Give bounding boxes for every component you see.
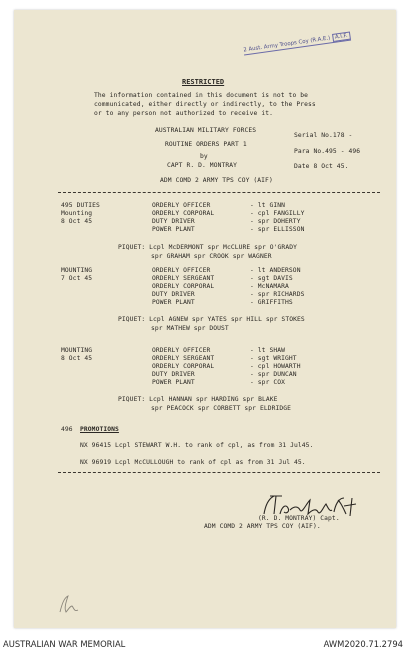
duty-person: - sgt WRIGHT xyxy=(250,355,297,362)
captain: CAPT R. D. MONTRAY xyxy=(167,162,238,169)
piquet-line: PIQUET: Lcpl AGNEW spr YATES spr HILL spr STOKES xyxy=(118,316,305,323)
signatory-name: (R. D. MONTRAY) Capt. xyxy=(258,515,340,522)
piquet-line: spr PEACOCK spr CORBETT spr ELDRIDGE xyxy=(151,405,292,412)
footer-credit: AUSTRALIAN WAR MEMORIAL xyxy=(3,639,126,649)
duty-role: ORDERLY OFFICER xyxy=(152,267,211,274)
duty-role: ORDERLY OFFICER xyxy=(152,202,211,209)
duty-role: POWER PLANT xyxy=(152,379,195,386)
duty-person: - spr DOHERTY xyxy=(250,218,301,225)
unit-stamp xyxy=(243,32,351,56)
section-label: Mounting xyxy=(61,210,93,217)
section-label: MOUNTING xyxy=(61,347,93,354)
duty-person: - spr COX xyxy=(250,379,286,386)
order-date: Date 8 Oct 45. xyxy=(294,163,349,170)
duty-person: - lt ANDERSON xyxy=(250,267,301,274)
piquet-line: spr GRAHAM spr CROOK spr WAGNER xyxy=(151,253,272,260)
section-label: 7 Oct 45 xyxy=(61,275,93,282)
section-label: MOUNTING xyxy=(61,267,93,274)
duty-person: - spr DUNCAN xyxy=(250,371,297,378)
section-label: 8 Oct 45 xyxy=(61,218,93,225)
stamp-text: 2 Aust. Army Troops Coy (R.A.E.) xyxy=(243,35,331,54)
duty-person: - lt GINN xyxy=(250,202,286,209)
promotions-number: 496 xyxy=(61,426,73,433)
footer-accession: AWM2020.71.2794 xyxy=(323,639,403,649)
signatory-unit: ADM COMD 2 ARMY TPS COY (AIF). xyxy=(204,523,321,530)
notice-line: The information contained in this document is not to be xyxy=(94,92,309,99)
promotion-entry: NX 96415 Lcpl STEWART W.H. to rank of cpl, as from 31 Jul45. xyxy=(80,442,314,449)
document-page xyxy=(14,10,396,628)
piquet-line: PIQUET: Lcpl HANNAN spr HARDING spr BLAKE xyxy=(118,396,278,403)
duty-person: - GRIFFITHS xyxy=(250,299,293,306)
routine-orders: ROUTINE ORDERS PART 1 xyxy=(165,141,247,148)
serial-number: Serial No.178 - xyxy=(294,132,353,139)
duty-person: - spr RICHARDS xyxy=(250,291,305,298)
notice-line: or to any person not authorized to receive it. xyxy=(94,110,273,117)
notice-line: communicated, either directly or indirectly, to the Press xyxy=(94,101,316,108)
duty-role: POWER PLANT xyxy=(152,226,195,233)
duty-person: - McNAMARA xyxy=(250,283,289,290)
duty-person: - lt SHAW xyxy=(250,347,286,354)
duty-person: - cpl HOWARTH xyxy=(250,363,301,370)
promotion-entry: NX 96919 Lcpl McCULLOUGH to rank of cpl as from 31 Jul 45. xyxy=(80,459,306,466)
piquet-line: spr MATHEW spr DOUST xyxy=(151,325,229,332)
duty-person: - cpl FANGILLY xyxy=(250,210,305,217)
section-label: 8 Oct 45 xyxy=(61,355,93,362)
duty-role: POWER PLANT xyxy=(152,299,195,306)
piquet-line: PIQUET: Lcpl McDERMONT spr McCLURE spr O'GRADY xyxy=(118,244,297,251)
duty-role: ORDERLY OFFICER xyxy=(152,347,211,354)
duty-role: DUTY DRIVER xyxy=(152,218,195,225)
duty-person: - spr ELLISSON xyxy=(250,226,305,233)
duty-role: ORDERLY CORPORAL xyxy=(152,210,215,217)
duty-role: DUTY DRIVER xyxy=(152,291,195,298)
org-name: AUSTRALIAN MILITARY FORCES xyxy=(155,127,257,134)
unit-name: ADM COMD 2 ARMY TPS COY (AIF) xyxy=(160,177,273,184)
divider xyxy=(58,472,380,473)
heading: RESTRICTED xyxy=(182,78,225,86)
duty-role: ORDERLY SERGEANT xyxy=(152,355,215,362)
promotions-title: PROMOTIONS xyxy=(80,426,119,433)
duty-role: ORDERLY SERGEANT xyxy=(152,275,215,282)
duty-role: ORDERLY CORPORAL xyxy=(152,363,215,370)
pencil-initials xyxy=(56,592,82,616)
divider xyxy=(58,192,380,193)
section-label: 495 DUTIES xyxy=(61,202,100,209)
duty-role: ORDERLY CORPORAL xyxy=(152,283,215,290)
duty-person: - sgt DAVIS xyxy=(250,275,293,282)
by-line: by xyxy=(200,153,208,160)
para-number: Para No.495 - 496 xyxy=(294,148,361,155)
stamp-box: A.I.F. xyxy=(332,32,351,43)
duty-role: DUTY DRIVER xyxy=(152,371,195,378)
